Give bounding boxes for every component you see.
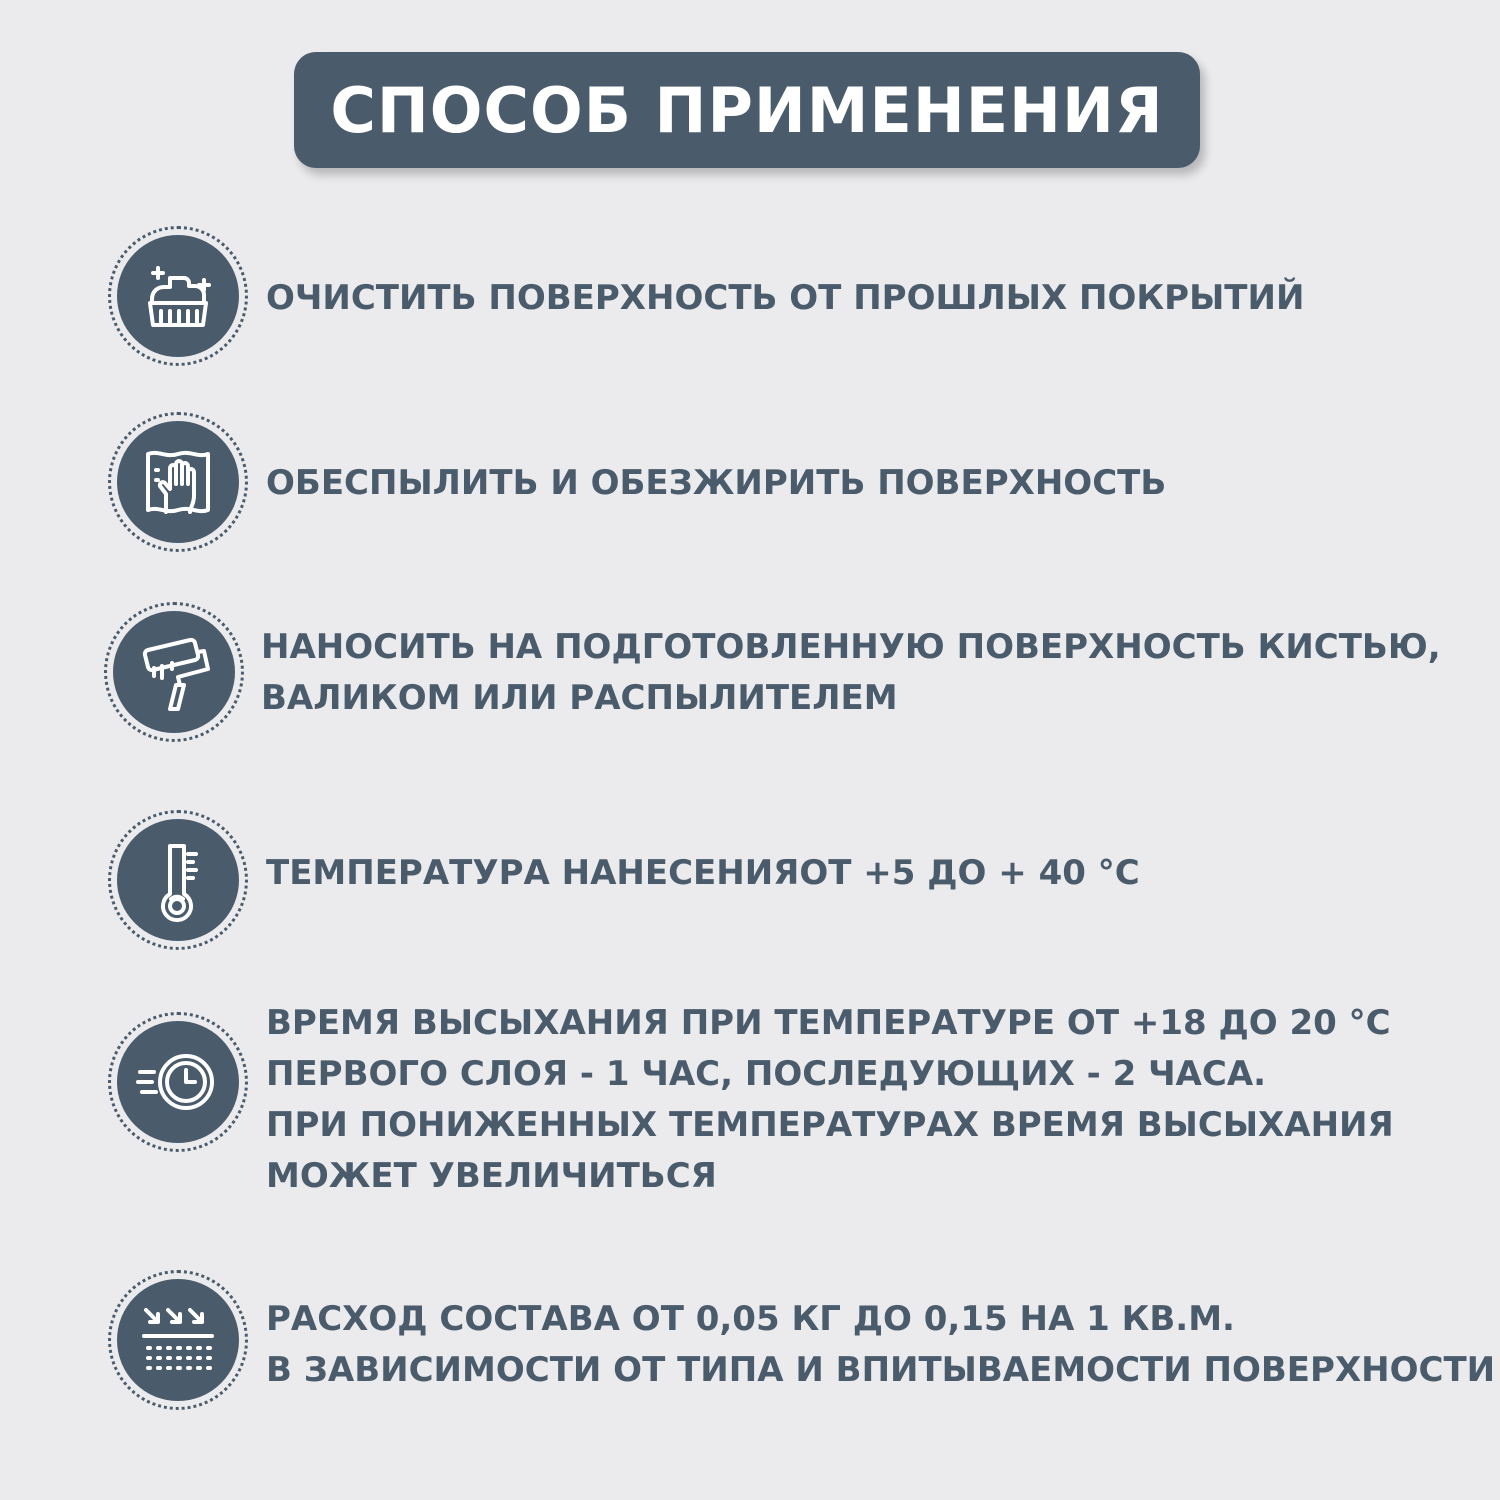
- step-text: МОЖЕТ УВЕЛИЧИТЬСЯ: [266, 1156, 717, 1196]
- step-icon-badge: [108, 1270, 248, 1410]
- step-apply-coating: [0, 602, 1500, 742]
- title-banner: [294, 52, 1200, 168]
- step-application-temperature: [0, 810, 1500, 950]
- step-text: ОБЕСПЫЛИТЬ И ОБЕЗЖИРИТЬ ПОВЕРХНОСТЬ: [266, 463, 1167, 503]
- step-text: ПЕРВОГО СЛОЯ - 1 ЧАС, ПОСЛЕДУЮЩИХ - 2 ЧАСА.: [266, 1054, 1267, 1094]
- step-text: ВАЛИКОМ ИЛИ РАСПЫЛИТЕЛЕМ: [261, 678, 898, 718]
- step-consumption: [0, 1270, 1500, 1410]
- step-icon-badge: [108, 412, 248, 552]
- step-icon-badge: [108, 226, 248, 366]
- step-icon-badge: [108, 810, 248, 950]
- page-title: СПОСОБ ПРИМЕНЕНИЯ: [330, 73, 1164, 147]
- step-text: ПРИ ПОНИЖЕННЫХ ТЕМПЕРАТУРАХ ВРЕМЯ ВЫСЫХАНИЯ: [266, 1105, 1394, 1145]
- step-text: ВРЕМЯ ВЫСЫХАНИЯ ПРИ ТЕМПЕРАТУРЕ ОТ +18 ДО 20 °C: [266, 1003, 1391, 1043]
- step-icon-badge: [108, 1012, 248, 1152]
- brush-icon: [136, 254, 220, 338]
- thermometer-icon: [136, 838, 220, 922]
- step-icon-badge: [104, 602, 244, 742]
- fast-clock-icon: [136, 1040, 220, 1124]
- step-drying-time: [0, 1003, 1500, 1196]
- absorption-icon: [136, 1298, 220, 1382]
- step-degrease-surface: [0, 412, 1500, 552]
- paint-roller-icon: [132, 630, 216, 714]
- step-text: ОЧИСТИТЬ ПОВЕРХНОСТЬ ОТ ПРОШЛЫХ ПОКРЫТИЙ: [266, 278, 1305, 318]
- step-clean-surface: [0, 226, 1500, 366]
- step-text: НАНОСИТЬ НА ПОДГОТОВЛЕННУЮ ПОВЕРХНОСТЬ КИСТЬЮ,: [261, 627, 1441, 667]
- step-text: В ЗАВИСИМОСТИ ОТ ТИПА И ВПИТЫВАЕМОСТИ ПОВЕРХНОСТИ: [266, 1350, 1496, 1390]
- step-text: ТЕМПЕРАТУРА НАНЕСЕНИЯОТ +5 ДО + 40 °C: [266, 853, 1140, 893]
- glove-cloth-icon: [136, 440, 220, 524]
- step-text: РАСХОД СОСТАВА ОТ 0,05 КГ ДО 0,15 НА 1 КВ.М.: [266, 1299, 1235, 1339]
